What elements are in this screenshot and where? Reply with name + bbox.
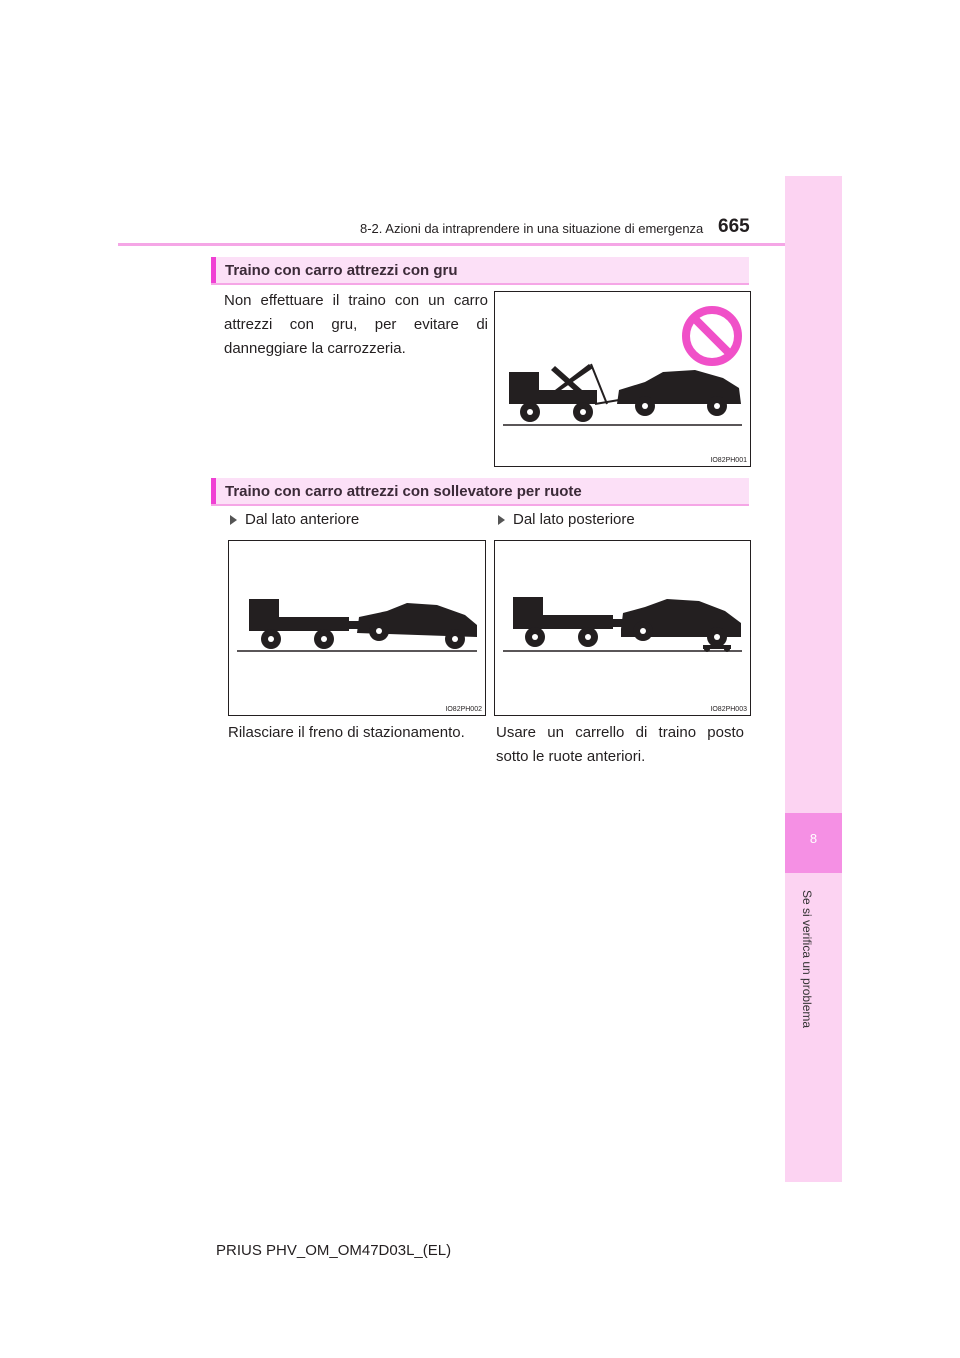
front-side-label-text: Dal lato anteriore — [245, 511, 360, 528]
header-rule — [118, 243, 785, 246]
car-icon — [357, 603, 477, 649]
tow-truck-icon — [513, 597, 625, 647]
figure-front-tow — [228, 540, 486, 716]
section-heading-crane — [211, 257, 749, 285]
chapter-side-tab — [785, 176, 842, 1182]
section-heading-text: Traino con carro attrezzi con gru — [225, 262, 458, 279]
tow-truck-icon — [509, 364, 607, 422]
chapter-number: 8 — [809, 831, 818, 846]
bullet-triangle-icon — [230, 515, 237, 525]
section-heading-wheel-lift — [211, 478, 749, 506]
figure-code: IO82PH003 — [710, 706, 747, 713]
figure-code: IO82PH001 — [710, 457, 747, 464]
car-icon — [621, 599, 741, 647]
crane-paragraph: Non effettuare il traino con un carro attrezzi con gru, per evitare di danneggiare la carrozzeria. — [224, 292, 488, 357]
bullet-triangle-icon — [498, 515, 505, 525]
running-header: 8-2. Azioni da intraprendere in una situazione di emergenza — [360, 221, 704, 236]
chapter-number-block — [785, 813, 842, 873]
rear-side-label — [498, 511, 635, 528]
front-tow-illustration — [229, 541, 485, 715]
tow-truck-icon — [249, 599, 361, 649]
section-heading-text: Traino con carro attrezzi con sollevatore per ruote — [225, 483, 582, 500]
page-number: 665 — [718, 216, 750, 237]
figure-rear-tow — [494, 540, 751, 716]
rear-tow-illustration — [495, 541, 750, 715]
figure-crane-tow — [494, 291, 751, 467]
crane-tow-illustration — [495, 292, 750, 466]
figure-code: IO82PH002 — [445, 706, 482, 713]
chapter-title: Se si verifica un problema — [800, 890, 814, 1029]
rear-caption: Usare un carrello di traino posto sotto le ruote anteriori. — [496, 724, 744, 765]
front-caption: Rilasciare il freno di stazionamento. — [228, 724, 465, 741]
rear-side-label-text: Dal lato posteriore — [513, 511, 635, 528]
prohibition-icon — [686, 310, 738, 362]
document-footer: PRIUS PHV_OM_OM47D03L_(EL) — [216, 1242, 452, 1259]
front-side-label — [230, 511, 359, 528]
car-icon — [617, 370, 741, 416]
